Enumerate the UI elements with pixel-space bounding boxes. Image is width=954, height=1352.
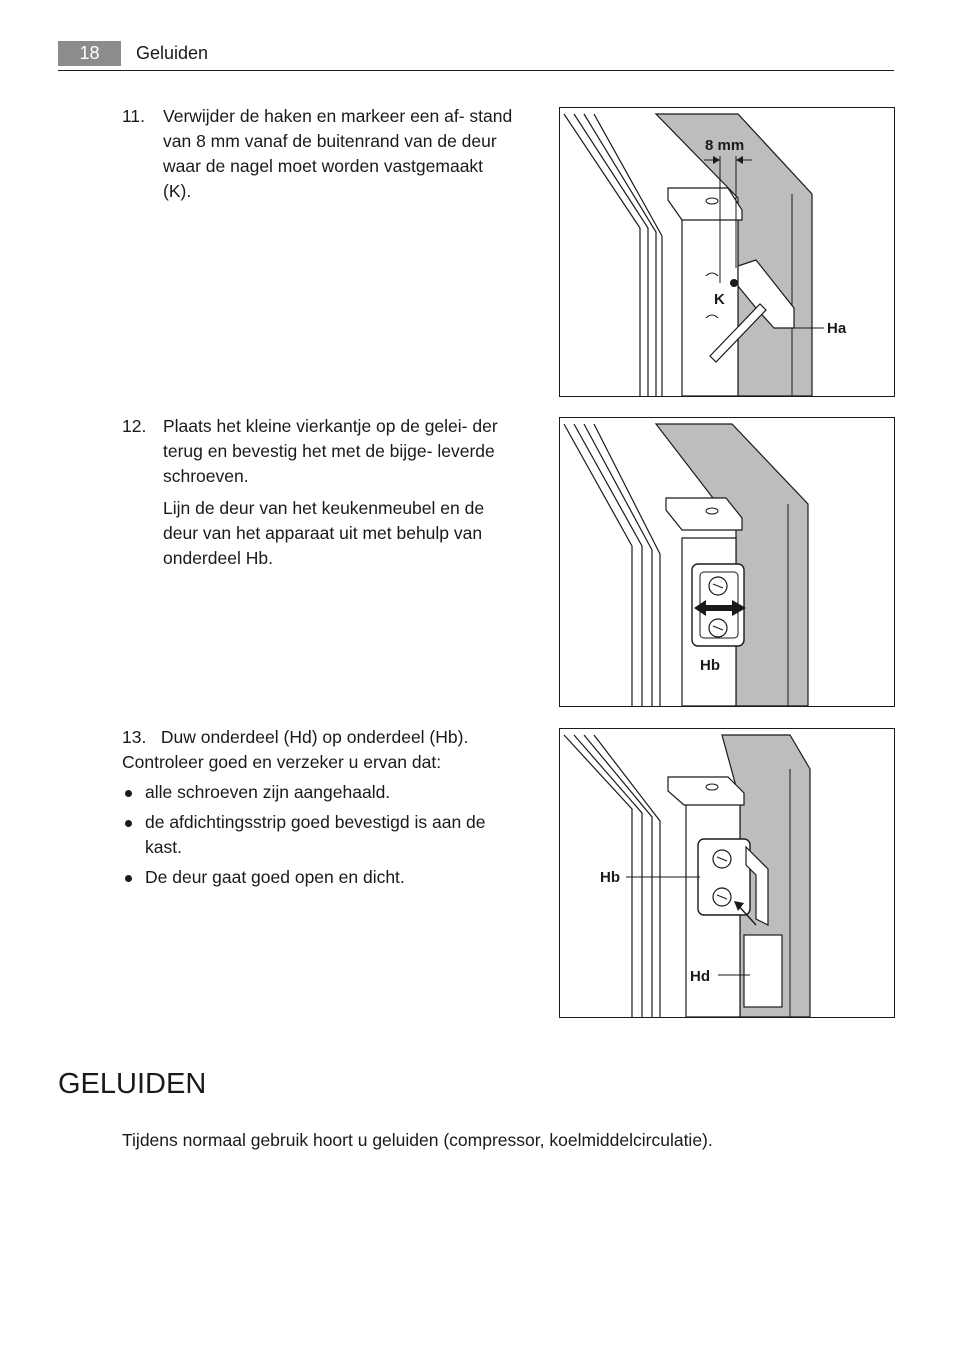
running-header: Geluiden xyxy=(136,43,209,63)
part-label-hb: Hb xyxy=(600,869,620,886)
part-label: Hb xyxy=(700,657,720,674)
page-number: 18 xyxy=(58,41,121,66)
list-item: De deur gaat goed open en dicht. xyxy=(122,865,514,890)
step-number: 11. xyxy=(122,106,146,126)
step-text: Duw onderdeel (Hd) op onderdeel (Hb). Controleer goed en verzeker u ervan dat: xyxy=(122,727,469,772)
step-11 xyxy=(122,104,514,204)
part-label: Ha xyxy=(827,320,847,337)
step-number: 12. xyxy=(122,416,147,436)
step-text: Lijn de deur van het keukenmeubel en de deur van het apparaat uit met behulp van onderdeel Hb. xyxy=(163,498,485,568)
header-divider xyxy=(58,70,894,71)
step-text: Plaats het kleine vierkantje op de gelei- der terug en bevestig het met de bijge- leverde schroeven. xyxy=(163,416,498,486)
part-label-hd: Hd xyxy=(690,968,710,985)
figure-step-13 xyxy=(559,728,895,1018)
figure-step-12 xyxy=(559,417,895,707)
section-heading: GELUIDEN xyxy=(58,1068,207,1100)
step-lead xyxy=(122,725,514,775)
step-number: 13. xyxy=(122,727,147,747)
illustration-hinge-nail xyxy=(560,108,894,396)
section-body: Tijdens normaal gebruik hoort u geluiden (compressor, koelmiddelcirculatie). xyxy=(122,1130,713,1150)
list-item: de afdichtingsstrip goed bevestigd is aan de kast. xyxy=(122,810,514,860)
list-item: alle schroeven zijn aangehaald. xyxy=(122,780,514,805)
illustration-part-assembly xyxy=(560,729,894,1017)
step-13 xyxy=(122,725,514,895)
figure-step-11 xyxy=(559,107,895,397)
step-text: Verwijder de haken en markeer een af- stand van 8 mm vanaf de buitenrand van de deur waar de nagel moet worden vastgemaakt (K). xyxy=(163,106,513,201)
step-12 xyxy=(122,414,514,571)
nail-label: K xyxy=(714,291,725,308)
checklist xyxy=(122,780,514,890)
illustration-guide-alignment xyxy=(560,418,894,706)
dimension-label: 8 mm xyxy=(705,137,745,154)
